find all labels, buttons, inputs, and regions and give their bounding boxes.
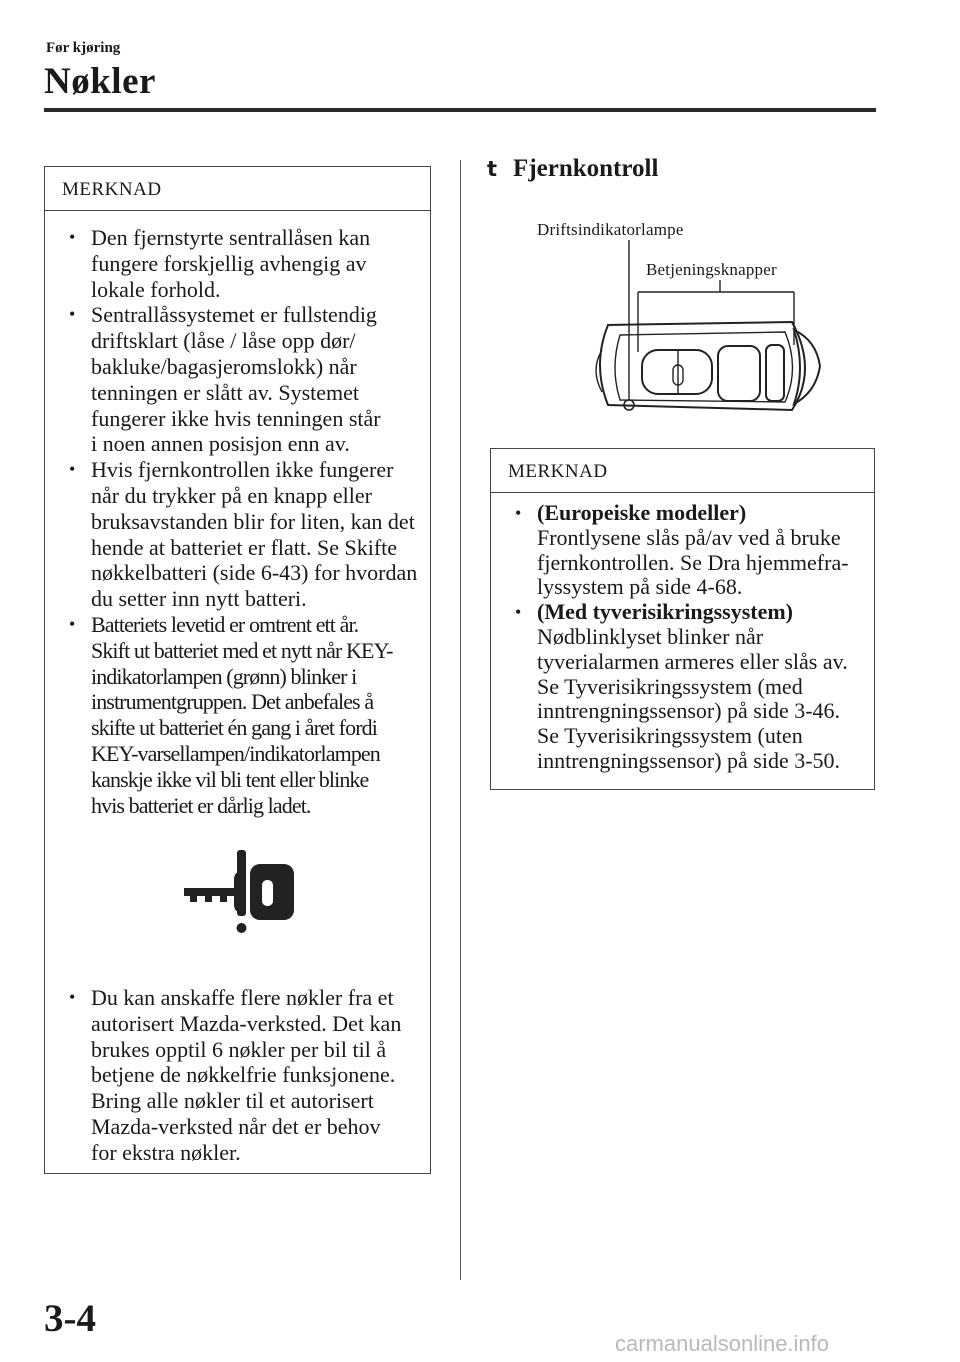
note-list: [45, 211, 430, 818]
list-item: [491, 501, 874, 600]
note-item-title: (Europeiske modeller): [537, 500, 747, 525]
header-rule: [44, 108, 876, 112]
note-text: Batteriets levetid er omtrent ett år. Skift ut batteriet med et nytt når KEY- indikatorlampen (grønn) blinker i instrumentgruppen. Det anbefales å skifte ut batteriet én gang i året fordi KEY-varsellampen/indikatorlampen kanskje ikke vil bli tent eller blinke hvis batteriet er dårlig ladet.: [91, 611, 393, 818]
note-item-title: (Med tyverisikringssystem): [537, 599, 794, 625]
list-item: [491, 600, 874, 774]
key-fob-diagram: [580, 240, 830, 430]
bullet: •: [515, 602, 522, 623]
note-text: Frontlysene slås på/av ved å bruke fjernkontrollen. Se Dra hjemmefra- lyssystem på side 4-68.: [537, 524, 849, 600]
column-divider: [460, 160, 461, 1280]
note-heading: MERKNAD: [491, 449, 874, 493]
watermark: carmanualsonline.info: [615, 1331, 830, 1356]
indicator-lamp-label: Driftsindikatorlampe: [537, 220, 684, 239]
list-item: [45, 302, 430, 457]
note-box-left: [44, 166, 431, 1174]
section-marker: t: [487, 157, 498, 181]
list-item: [45, 985, 430, 1166]
list-item: [45, 225, 430, 302]
page-title: Nøkler: [44, 61, 156, 102]
section-label: Før kjøring: [46, 40, 121, 56]
bullet: •: [69, 613, 76, 634]
note-box-right: [490, 448, 875, 790]
note-text: Sentrallåssystemet er fullstendig driftsklart (låse / låse opp dør/ bakluke/bagasjeromslokk) når tenningen er slått av. Systemet fungerer ikke hvis tenningen står i noen annen posisjon enn av.: [91, 302, 381, 457]
bullet: •: [69, 459, 76, 480]
bullet: •: [69, 304, 76, 325]
bullet: •: [515, 503, 522, 523]
note-text: Den fjernstyrte sentrallåsen kan fungere forskjellig avhengig av lokale forhold.: [91, 225, 371, 302]
note-list: [45, 985, 430, 1166]
note-list: [491, 493, 874, 774]
list-item: [45, 457, 430, 612]
note-text: Hvis fjernkontrollen ikke fungerer når du trykker på en knapp eller bruksavstanden blir for liten, kan det hende at batteriet er flatt. Se Skifte nøkkelbatteri (side 6-43) for hvordan du setter inn nytt batteri.: [91, 457, 418, 612]
note-text: Nødblinklyset blinker når tyverialarmen armeres eller slås av. Se Tyverisikringssystem (med inntrengningssensor) på side 3-46. Se Tyverisikringssystem (uten inntrengningssensor) på side 3-50.: [537, 623, 848, 773]
note-text: Du kan anskaffe flere nøkler fra et autorisert Mazda-verksted. Det kan brukes opptil 6 nøkler per bil til å betjene de nøkkelfrie funksjonene. Bring alle nøkler til et autorisert Mazda-verksted når det er behov for ekstra nøkler.: [91, 985, 402, 1165]
page-number: 3-4: [44, 1297, 96, 1340]
section-heading: [487, 155, 658, 183]
bullet: •: [69, 987, 76, 1007]
section-heading-text: Fjernkontroll: [513, 155, 659, 182]
note-heading: MERKNAD: [45, 167, 430, 211]
list-item: [45, 612, 430, 818]
bullet: •: [69, 227, 76, 247]
key-warning-indicator-icon: [176, 846, 300, 936]
buttons-label: Betjeningsknapper: [646, 260, 777, 279]
